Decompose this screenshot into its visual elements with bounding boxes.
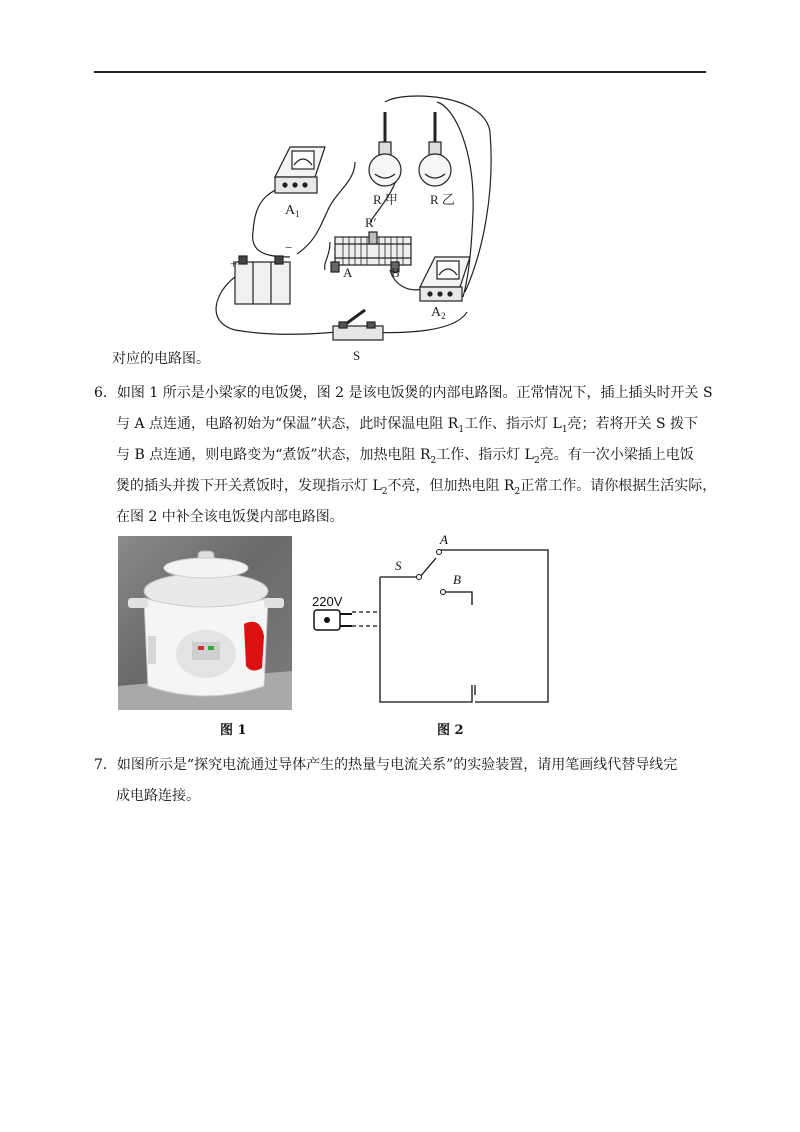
label-220v: 220V — [312, 594, 343, 609]
contact-b — [441, 590, 446, 595]
plug-icon — [314, 610, 352, 630]
ammeter-a2-label: $A_2$ — [431, 305, 446, 321]
r-yi-label: R 乙 — [430, 192, 455, 207]
label-s: S — [395, 558, 402, 573]
terminal-b-label: B — [391, 265, 400, 280]
battery-minus: − — [285, 240, 293, 255]
header-rule — [94, 71, 706, 73]
q6-line-5: 在图 2 中补全该电饭煲内部电路图。 — [116, 509, 344, 525]
question-7 — [94, 750, 706, 812]
rice-cooker-photo — [118, 536, 292, 710]
label-b: B — [453, 572, 461, 587]
q6-line-2: 与 A 点连通，电路初始为“保温”状态，此时保温电阻 $R_1$工作、指示灯 $L_1$亮；若将开关 S 拨下 — [116, 416, 699, 435]
contact-a — [437, 550, 442, 555]
r-jia-label: R 甲 — [373, 192, 398, 207]
label-a: A — [440, 532, 448, 547]
q6-line-4: 煲的插头并拨下开关煮饭时，发现指示灯 $L_2$不亮，但加热电阻 $R_2$正常工作。请你根据生活实际， — [116, 478, 717, 497]
experiment-circuit-figure — [205, 92, 505, 364]
flask-r-jia — [369, 112, 401, 186]
ammeter-a1-label: $A_1$ — [285, 203, 300, 219]
terminal-a-label: A — [343, 265, 353, 280]
wire — [325, 242, 330, 270]
q6-line-3: 与 B 点连通，则电路变为“煮饭”状态，加热电阻 $R_2$工作、指示灯 $L_2$亮。有一次小梁插上电饭 — [116, 447, 694, 466]
rice-cooker-circuit-diagram — [300, 530, 560, 710]
figure-1-caption: 图 1 — [220, 723, 247, 738]
switch-pivot — [417, 575, 422, 580]
battery — [235, 256, 290, 304]
ammeter-a2 — [420, 257, 470, 301]
question-6 — [94, 378, 717, 533]
ammeter-a1 — [275, 147, 325, 193]
switch-label: S — [353, 348, 361, 363]
top-figure-caption-text: 对应的电路图。 — [112, 351, 210, 367]
flask-r-yi — [419, 112, 451, 186]
q7-line-2: 成电路连接。 — [116, 788, 200, 804]
knife-switch — [333, 310, 383, 340]
q7-line-1: 7．如图所示是“探究电流通过导体产生的热量与电流关系”的实验装置，请用笔画线代替导线完 — [94, 757, 678, 773]
rheostat-label: R′ — [365, 215, 377, 230]
q6-line-1: 6．如图 1 所示是小梁家的电饭煲，图 2 是该电饭煲的内部电路图。正常情况下，插上插头时开关 S — [94, 385, 713, 401]
figure-2-caption: 图 2 — [437, 723, 464, 738]
battery-plus: + — [230, 256, 238, 271]
